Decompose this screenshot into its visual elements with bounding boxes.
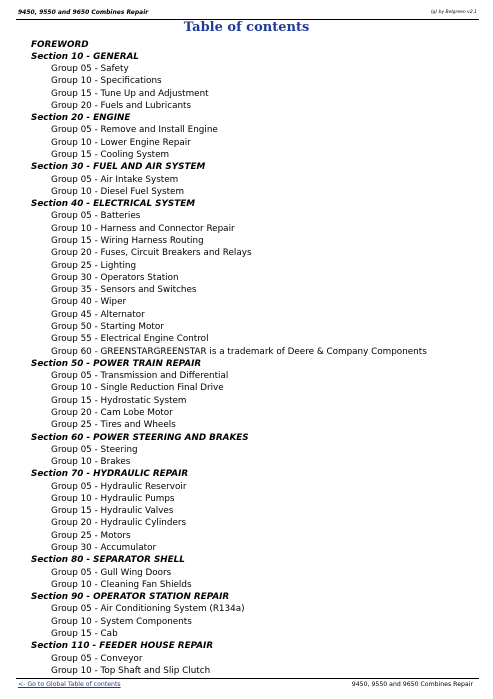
toc-group-link[interactable]: Group 05 - Conveyor [51, 653, 143, 664]
toc-section-link[interactable]: Section 20 - ENGINE [31, 113, 131, 124]
toc-group-link[interactable]: Group 05 - Gull Wing Doors [51, 567, 172, 578]
toc-group-link[interactable]: Group 05 - Transmission and Differential [51, 371, 229, 382]
toc-group-link[interactable]: Group 05 - Safety [51, 64, 129, 75]
toc-group-link[interactable]: Group 20 - Fuels and Lubricants [51, 100, 192, 111]
toc-section-link[interactable]: Section 110 - FEEDER HOUSE REPAIR [31, 641, 214, 652]
toc-section-link[interactable]: Section 80 - SEPARATOR SHELL [31, 555, 185, 566]
toc-group-link[interactable]: Group 10 - Lower Engine Repair [51, 137, 191, 148]
toc-group-link[interactable]: Group 05 - Steering [51, 444, 138, 455]
toc-group-link[interactable]: Group 05 - Remove and Install Engine [51, 125, 218, 136]
toc-group-link[interactable]: Group 25 - Lighting [51, 260, 137, 271]
toc-group-link[interactable]: Group 50 - Starting Motor [51, 321, 164, 332]
toc-section-link[interactable]: Section 60 - POWER STEERING AND BRAKES [31, 432, 249, 443]
toc-group-link[interactable]: Group 15 - Hydrostatic System [51, 395, 187, 406]
toc-group-link[interactable]: Group 05 - Air Intake System [51, 174, 179, 185]
header-credit: (g) by Belgreen v2.1 [430, 10, 477, 15]
toc-group-link[interactable]: Group 45 - Alternator [51, 309, 145, 320]
toc-group-link[interactable]: Group 20 - Cam Lobe Motor [51, 407, 173, 418]
global-toc-link[interactable]: <- Go to Global Table of contents [18, 681, 121, 688]
toc-section-link[interactable]: Section 10 - GENERAL [31, 51, 139, 62]
toc-group-link[interactable]: Group 15 - Cab [51, 629, 118, 639]
toc-section-link[interactable]: Section 40 - ELECTRICAL SYSTEM [31, 199, 195, 210]
toc-group-link[interactable]: Group 30 - Accumulator [51, 543, 157, 554]
toc-group-link[interactable]: Group 10 - Brakes [51, 457, 131, 468]
toc-group-link[interactable]: Group 60 - GREENSTARGREENSTAR is a trademark of Deere & Company Components [51, 346, 427, 357]
toc-section-link[interactable]: Section 70 - HYDRAULIC REPAIR [31, 469, 189, 480]
toc-group-link[interactable]: Group 10 - Specifications [51, 76, 162, 87]
toc-group-link[interactable]: Group 30 - Operators Station [51, 272, 179, 283]
toc-group-link[interactable]: Group 40 - Wiper [51, 297, 127, 308]
toc-group-link[interactable]: Group 05 - Hydraulic Reservoir [51, 481, 187, 492]
toc-group-link[interactable]: Group 10 - Single Reduction Final Drive [51, 383, 224, 394]
toc-group-link[interactable]: Group 15 - Cooling System [51, 150, 170, 161]
toc-group-link[interactable]: Group 05 - Air Conditioning System (R134a) [51, 604, 245, 615]
header-title: 9450, 9550 and 9650 Combines Repair [18, 9, 149, 16]
toc-section-link[interactable]: FOREWORD [31, 39, 89, 50]
toc-group-link[interactable]: Group 55 - Electrical Engine Control [51, 334, 209, 345]
toc-group-link[interactable]: Group 15 - Tune Up and Adjustment [51, 88, 209, 99]
toc-group-link[interactable]: Group 10 - Hydraulic Pumps [51, 493, 175, 504]
toc-group-link[interactable]: Group 25 - Motors [51, 530, 131, 541]
toc-group-link[interactable]: Group 35 - Sensors and Switches [51, 285, 197, 296]
toc-section-link[interactable]: Section 50 - POWER TRAIN REPAIR [31, 358, 202, 369]
toc-group-link[interactable]: Group 25 - Tires and Wheels [51, 420, 176, 431]
toc-group-link[interactable]: Group 05 - Batteries [51, 211, 141, 222]
toc-group-link[interactable]: Group 20 - Fuses, Circuit Breakers and Relays [51, 248, 252, 259]
toc-section-link[interactable]: Section 90 - OPERATOR STATION REPAIR [31, 592, 230, 603]
footer-divider [16, 678, 479, 679]
toc-group-link[interactable]: Group 10 - Harness and Connector Repair [51, 223, 235, 234]
toc-group-link[interactable]: Group 15 - Wiring Harness Routing [51, 236, 204, 246]
table-of-contents [31, 39, 481, 678]
toc-group-link[interactable]: Group 10 - Top Shaft and Slip Clutch [51, 665, 211, 676]
toc-group-link[interactable]: Group 15 - Hydraulic Valves [51, 506, 174, 517]
footer-title: 9450, 9550 and 9650 Combines Repair [351, 681, 473, 688]
toc-group-link[interactable]: Group 10 - Diesel Fuel System [51, 186, 185, 197]
toc-group-link[interactable]: Group 10 - Cleaning Fan Shields [51, 579, 192, 590]
page-title: Table of contents [183, 20, 310, 35]
toc-section-link[interactable]: Section 30 - FUEL AND AIR SYSTEM [31, 162, 206, 173]
toc-group-link[interactable]: Group 10 - System Components [51, 616, 192, 627]
toc-group-link[interactable]: Group 20 - Hydraulic Cylinders [51, 518, 187, 529]
